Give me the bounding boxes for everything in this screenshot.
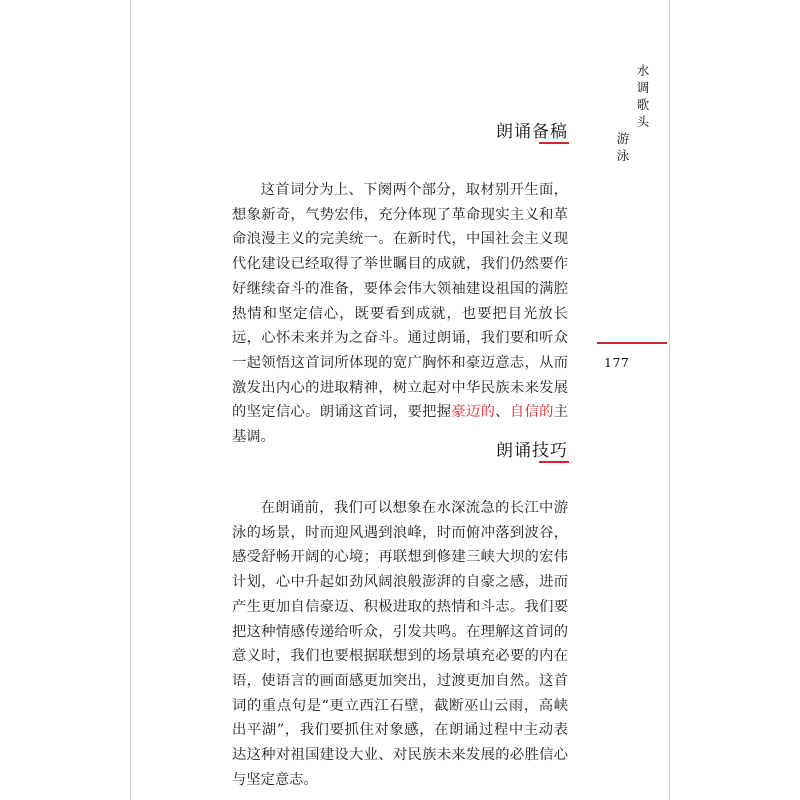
highlight-confident: 自信的 bbox=[509, 404, 554, 421]
highlight-separator: 、 bbox=[495, 404, 510, 421]
section-title-underline bbox=[539, 461, 569, 463]
preparation-paragraph bbox=[232, 178, 568, 450]
technique-paragraph: 在朗诵前，我们可以想象在水深流急的长江中游泳的场景，时而迎风遇到浪峰，时而俯冲落到波谷，感受舒畅开阔的心境；再联想到修建三峡大坝的宏伟计划，心中升起如劲风阔浪般澎湃的自豪之感，进而产生更加自信豪迈、积极进取的热情和斗志。我们要把这种情感传递给听众，引发共鸣。在理解这首词的意义时，我们也要根据联想到的场景填充必要的内在语，使语言的画面感更加突出，过渡更加自然。这首词的重点句是“更立西江石壁，截断巫山云雨，高峡出平湖”，我们要抓住对象感，在朗诵过程中主动表达这种对祖国建设大业、对民族未来发展的必胜信心与坚定意志。 bbox=[232, 500, 568, 788]
running-head-char: 水 bbox=[636, 63, 650, 78]
running-head-char: 调 bbox=[636, 80, 650, 95]
running-head-col-2 bbox=[615, 62, 631, 164]
section-title-underline bbox=[539, 142, 569, 144]
running-head-char: 歌 bbox=[636, 97, 650, 112]
running-head-col-1 bbox=[635, 62, 651, 164]
preparation-text-end: 主基调。 bbox=[232, 404, 569, 446]
section-title-preparation: 朗诵备稿 bbox=[496, 122, 568, 142]
page-number: 177 bbox=[604, 355, 630, 370]
highlight-bold: 豪迈的 bbox=[451, 404, 496, 421]
preparation-text: 这首词分为上、下阕两个部分，取材别开生面，想象新奇，气势宏伟，充分体现了革命现实主义和革命浪漫主义的完美统一。在新时代，中国社会主义现代化建设已经取得了举世瞩目的成就，我们仍然要作好继续奋斗的准备，要体会伟大领袖建设祖国的满腔热情和坚定信心，既要看到成就，也要把目光放长远，心怀未来并为之奋斗。通过朗诵，我们要和听众一起领悟这首词所体现的宽广胸怀和豪迈意志，从而激发出内心的进取精神，树立起对中华民族未来发展的坚定信心。朗诵这首词，要把握 bbox=[232, 182, 568, 421]
running-head-char: 游 bbox=[616, 131, 630, 146]
running-head-char: 头 bbox=[636, 114, 650, 129]
section-title-technique: 朗诵技巧 bbox=[496, 441, 568, 461]
running-head bbox=[611, 62, 651, 164]
running-head-char: 泳 bbox=[616, 148, 630, 163]
page-number-rule bbox=[597, 342, 667, 344]
